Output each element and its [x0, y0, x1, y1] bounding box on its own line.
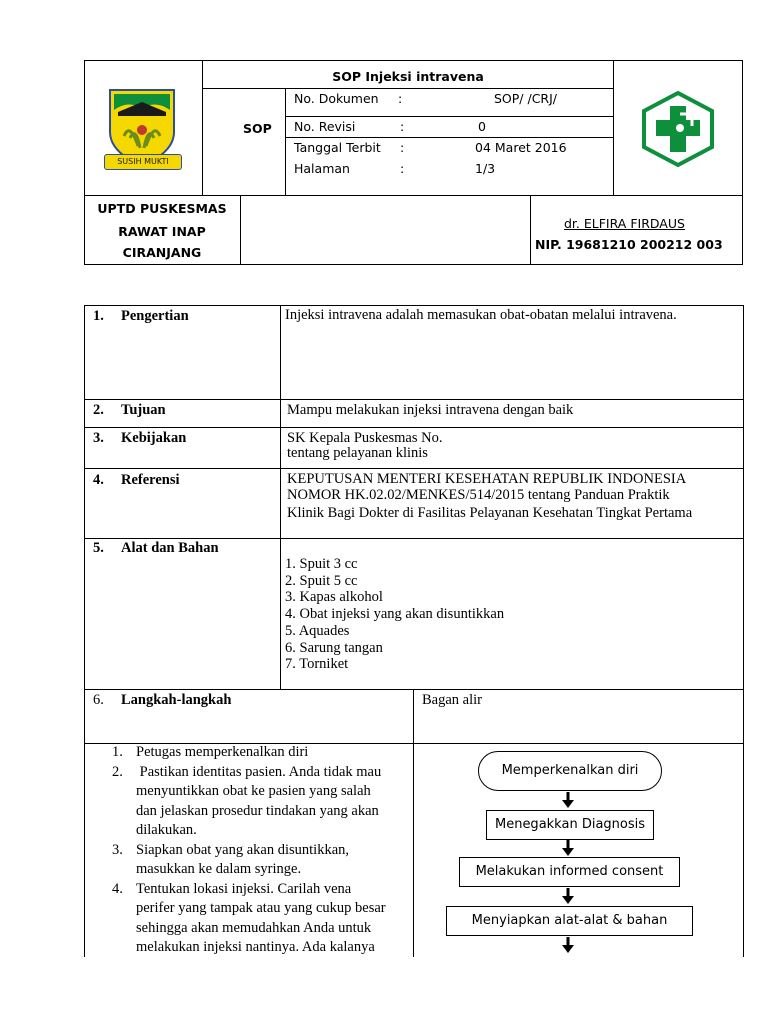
- flow-step: [459, 857, 680, 887]
- section-line: SK Kepala Puskesmas No.: [287, 430, 443, 446]
- field-sep: :: [400, 140, 405, 155]
- section-title: Tujuan: [121, 402, 166, 418]
- field-sep: :: [400, 119, 405, 134]
- field-value: SOP/ /CRJ/: [494, 91, 558, 106]
- sop-label: SOP: [243, 121, 272, 136]
- section-title: Alat dan Bahan: [121, 540, 219, 556]
- institution-line: UPTD PUSKESMAS: [97, 201, 227, 216]
- step-line: masukkan ke dalam syringe.: [136, 861, 302, 877]
- logo-ribbon: [104, 154, 182, 170]
- step-line: menyuntikkan obat ke pasien yang salah: [136, 783, 371, 799]
- step-line: dilakukan.: [136, 822, 197, 838]
- equipment-item: 6. Sarung tangan: [285, 640, 383, 656]
- equipment-item: 7. Torniket: [285, 656, 349, 672]
- flow-step: [486, 810, 654, 840]
- signer-name: dr. ELFIRA FIRDAUS: [564, 216, 685, 231]
- flow-step-label: Melakukan informed consent: [475, 864, 664, 879]
- flow-step-label: Memperkenalkan diri: [501, 763, 639, 778]
- section-title: Langkah-langkah: [121, 692, 232, 708]
- puskesmas-logo: [640, 90, 716, 168]
- field-value: 04 Maret 2016: [475, 140, 567, 155]
- step-number: 3.: [112, 841, 123, 858]
- section-line: tentang pelayanan klinis: [287, 445, 428, 461]
- step-line: Siapkan obat yang akan disuntikkan,: [136, 841, 350, 858]
- step-line: Petugas memperkenalkan diri: [136, 744, 309, 760]
- section-title: Pengertian: [121, 308, 189, 324]
- section-title: Referensi: [121, 472, 180, 488]
- section-number: 5.: [93, 540, 104, 556]
- equipment-item: 2. Spuit 5 cc: [285, 573, 358, 589]
- equipment-item: 3. Kapas alkohol: [285, 589, 383, 605]
- list-item: [84, 743, 412, 763]
- step-line: Tentukan lokasi injeksi. Carilah vena: [136, 880, 352, 897]
- step-number: 2.: [112, 763, 123, 780]
- field-value: 1/3: [475, 161, 496, 176]
- field-label: Tanggal Terbit: [294, 140, 381, 155]
- list-item: [84, 763, 412, 841]
- equipment-item: 1. Spuit 3 cc: [285, 556, 358, 572]
- logo-ribbon-text: SUSIH MUKTI: [117, 157, 169, 166]
- section-number: 2.: [93, 402, 104, 418]
- section-number: 6.: [93, 692, 104, 708]
- flow-step-label: Menyiapkan alat-alat & bahan: [471, 913, 668, 928]
- step-line: perifer yang tampak atau yang cukup besar: [136, 900, 386, 916]
- step-line: melakukan injeksi nantinya. Ada kalanya: [136, 939, 375, 955]
- institution-line: RAWAT INAP: [118, 224, 206, 239]
- step-line: sehingga akan memudahkan Anda untuk: [136, 919, 372, 936]
- list-item: [84, 841, 412, 880]
- section-text: Mampu melakukan injeksi intravena dengan baik: [287, 402, 574, 418]
- step-line: dan jelaskan prosedur tindakan yang akan: [136, 802, 379, 819]
- step-line: Pastikan identitas pasien. Anda tidak mau: [136, 763, 382, 780]
- signer-nip: NIP. 19681210 200212 003: [535, 237, 723, 252]
- section-text: Injeksi intravena adalah memasukan obat-obatan melalui intravena.: [285, 307, 677, 323]
- equipment-item: 4. Obat injeksi yang akan disuntikkan: [285, 606, 505, 622]
- flow-step: [446, 906, 693, 936]
- section-number: 1.: [93, 308, 104, 324]
- arrow-down-icon: [562, 937, 574, 958]
- field-sep: :: [398, 91, 403, 106]
- section-line: NOMOR HK.02.02/MENKES/514/2015 tentang Panduan Praktik: [287, 487, 670, 503]
- equipment-item: 5. Aquades: [285, 623, 350, 639]
- field-label: No. Revisi: [294, 119, 356, 134]
- section-title: Kebijakan: [121, 430, 187, 446]
- step-number: 4.: [112, 880, 123, 897]
- step-number: 1.: [112, 744, 123, 760]
- section-number: 3.: [93, 430, 104, 446]
- field-sep: :: [400, 161, 405, 176]
- field-label: Halaman: [294, 161, 350, 176]
- section-line: Klinik Bagi Dokter di Fasilitas Pelayanan Kesehatan Tingkat Pertama: [287, 505, 693, 521]
- list-item: [84, 880, 412, 958]
- flow-step-label: Menegakkan Diagnosis: [494, 817, 646, 832]
- institution-line: CIRANJANG: [122, 245, 202, 260]
- steps-list: [84, 743, 412, 958]
- flowchart-heading: Bagan alir: [422, 692, 482, 708]
- section-line: KEPUTUSAN MENTERI KESEHATAN REPUBLIK INDONESIA: [287, 471, 687, 487]
- document-title: SOP Injeksi intravena: [332, 69, 484, 84]
- field-value: 0: [478, 119, 486, 134]
- section-number: 4.: [93, 472, 104, 488]
- flow-step-start: [478, 751, 662, 791]
- field-label: No. Dokumen: [294, 91, 379, 106]
